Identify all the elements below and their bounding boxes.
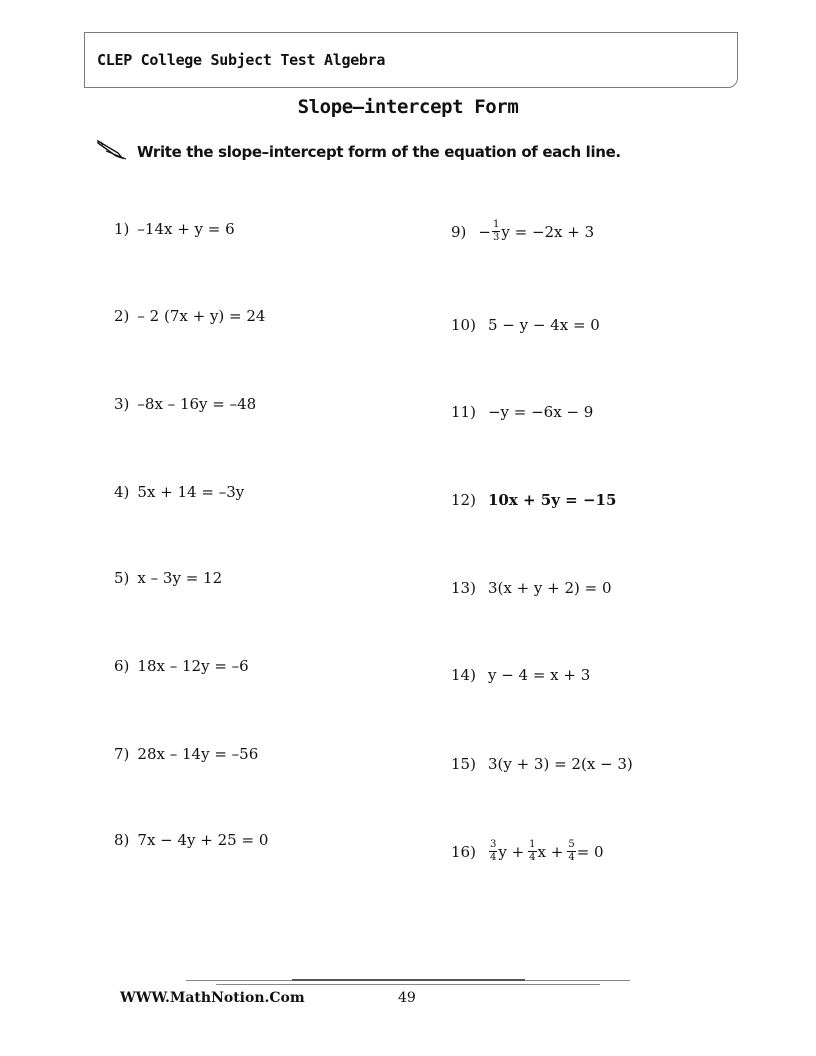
problem-number: 15) xyxy=(451,755,476,773)
problem-15 xyxy=(451,755,633,773)
problem-number: 7) xyxy=(114,745,130,763)
problem-number: 5) xyxy=(114,569,130,587)
problem-number: 10) xyxy=(451,316,476,334)
footer-divider-lower xyxy=(216,984,600,985)
problem-equation: 5x + 14 = –3y xyxy=(137,483,245,501)
problem-sign: − xyxy=(478,222,491,241)
problem-2 xyxy=(114,307,265,325)
problem-term: y + xyxy=(498,842,525,861)
problem-16 xyxy=(451,840,604,863)
fraction xyxy=(567,840,575,863)
problem-equation: – 2 (7x + y) = 24 xyxy=(137,307,266,325)
problem-14 xyxy=(451,666,590,684)
problem-number: 12) xyxy=(451,491,476,509)
problem-13 xyxy=(451,579,612,597)
fraction-numerator: 1 xyxy=(492,219,500,230)
problem-equation: 7x − 4y + 25 = 0 xyxy=(137,831,269,849)
problem-7 xyxy=(114,745,258,763)
problem-11 xyxy=(451,403,593,421)
problem-number: 8) xyxy=(114,831,130,849)
fraction-numerator: 1 xyxy=(529,839,536,850)
pencil-icon xyxy=(96,137,130,161)
problem-equation: –8x – 16y = –48 xyxy=(137,395,257,413)
problem-equation: 3(x + y + 2) = 0 xyxy=(487,579,612,597)
problem-9 xyxy=(451,220,594,243)
footer-divider-accent xyxy=(292,979,525,981)
problem-equation: –14x + y = 6 xyxy=(137,220,235,238)
fraction-denominator: 4 xyxy=(529,852,536,863)
problem-equation: y − 4 = x + 3 xyxy=(487,666,591,684)
fraction-denominator: 4 xyxy=(489,852,497,863)
problem-equation: 10x + 5y = −15 xyxy=(487,491,617,509)
problem-term: = 0 xyxy=(576,842,604,861)
problem-12 xyxy=(451,491,616,509)
header-title: CLEP College Subject Test Algebra xyxy=(97,51,386,69)
problem-number: 13) xyxy=(451,579,476,597)
fraction-numerator: 5 xyxy=(568,839,575,850)
problem-equation: x – 3y = 12 xyxy=(137,569,223,587)
problem-equation: y = −2x + 3 xyxy=(501,222,595,241)
problem-equation: −y = −6x − 9 xyxy=(487,403,594,421)
problem-number: 4) xyxy=(114,483,130,501)
problem-number: 2) xyxy=(114,307,130,325)
problem-10 xyxy=(451,316,600,334)
page-number: 49 xyxy=(398,990,416,1006)
problem-3 xyxy=(114,395,256,413)
problem-number: 11) xyxy=(451,403,476,421)
problem-equation: 5 − y − 4x = 0 xyxy=(487,316,600,334)
problem-number: 6) xyxy=(114,657,130,675)
fraction-denominator: 3 xyxy=(492,232,500,243)
problem-5 xyxy=(114,569,222,587)
problem-term: x + xyxy=(537,842,564,861)
page-title: Slope–intercept Form xyxy=(297,96,519,118)
fraction-numerator: 3 xyxy=(489,839,497,850)
problem-number: 1) xyxy=(114,220,130,238)
header-box xyxy=(84,32,738,88)
problem-1 xyxy=(114,220,235,238)
fraction-denominator: 4 xyxy=(568,852,575,863)
fraction xyxy=(489,840,497,863)
problem-equation: 28x – 14y = –56 xyxy=(137,745,259,763)
fraction xyxy=(528,840,536,863)
problem-4 xyxy=(114,483,244,501)
problem-number: 16) xyxy=(451,842,476,861)
problem-number: 14) xyxy=(451,666,476,684)
footer-url: WWW.MathNotion.Com xyxy=(120,990,305,1006)
problem-number: 3) xyxy=(114,395,130,413)
problem-equation: 18x – 12y = –6 xyxy=(137,657,249,675)
instruction-text: Write the slope–intercept form of the equation of each line. xyxy=(137,143,621,161)
problem-equation: 3(y + 3) = 2(x − 3) xyxy=(487,755,633,773)
problem-8 xyxy=(114,831,268,849)
problem-number: 9) xyxy=(451,222,467,241)
problem-6 xyxy=(114,657,249,675)
fraction xyxy=(492,220,500,243)
